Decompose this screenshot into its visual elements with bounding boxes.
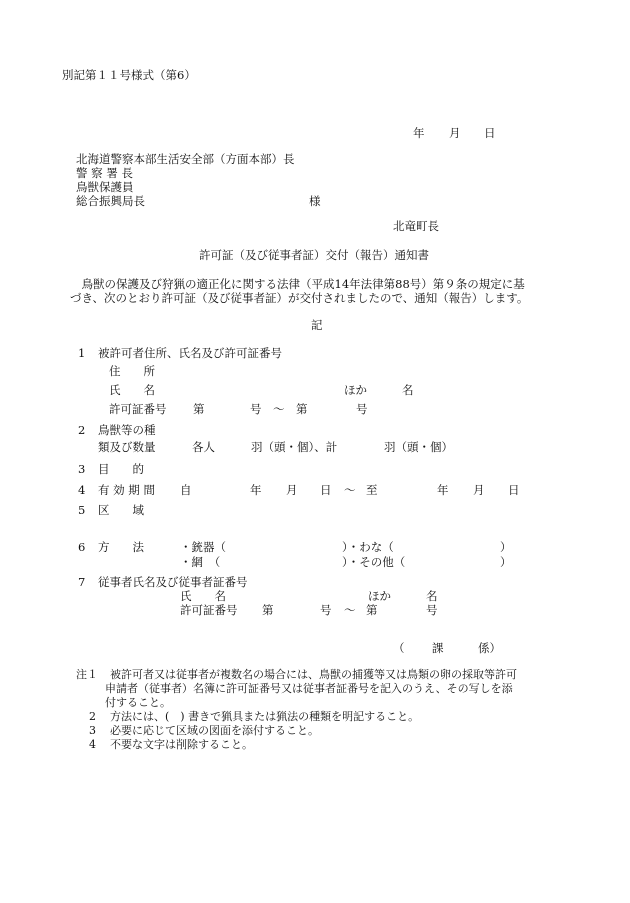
addressee-police-hq: 北海道警察本部生活安全部（方面本部）長 [76, 152, 295, 166]
item2-each: 各人 [192, 440, 215, 454]
item1-go-2: 号 [356, 402, 368, 416]
note2-number: 2 [89, 710, 96, 723]
item7-label: 従事者氏名及び従事者証番号 [98, 575, 248, 589]
note3-text: 必要に応じて区域の図面を添付すること。 [110, 724, 319, 737]
item6-label: 方 法 [98, 540, 144, 554]
item4-number: 4 [78, 483, 86, 497]
item1-go-1: 号 [250, 402, 262, 416]
item1-name-label: 氏 名 [109, 383, 155, 397]
item2-unit-total: 羽（頭・個） [384, 440, 453, 454]
notes-label: 注１ [76, 668, 98, 681]
addressee-honorific: 様 [309, 194, 321, 208]
item4-day-2: 日 [508, 483, 520, 497]
item2-unit-per-person: 羽（頭・個）、計 [251, 440, 338, 454]
item7-permit-label: 許可証番号 [180, 603, 238, 617]
note3-number: 3 [89, 724, 96, 737]
sender-name: 北竜町長 [393, 219, 439, 233]
item7-name-label: 氏 名 [180, 589, 226, 603]
item7-dai-1: 第 [262, 603, 274, 617]
addressee-wildlife-officer: 鳥獣保護員 [76, 180, 134, 194]
item4-from: 自 [180, 483, 192, 497]
note1-line-1: 被許可者又は従事者が複数名の場合には、鳥獣の捕獲等又は鳥類の卵の採取等許可 [110, 668, 517, 681]
item7-dai-2: 第 [366, 603, 378, 617]
item1-address-label: 住 所 [109, 364, 155, 378]
item6-close-2: ） [500, 555, 512, 569]
note4-text: 不要な文字は削除すること。 [110, 738, 253, 751]
addressee-police-chief: 警 察 署 長 [76, 166, 133, 180]
date-year-label: 年 [413, 126, 425, 140]
item2-sublabel: 類及び数量 [98, 440, 156, 454]
item1-dai-1: 第 [193, 402, 205, 416]
item1-label: 被許可者住所、氏名及び許可証番号 [98, 346, 282, 360]
addressee-bureau-chief: 総合振興局長 [76, 194, 145, 208]
date-month-label: 月 [449, 126, 461, 140]
item6-close-1: ） [500, 540, 512, 554]
item4-label: 有 効 期 間 [98, 483, 155, 497]
item6-net: ・網 （ [180, 555, 221, 569]
item2-label: 鳥獣等の種 [98, 423, 156, 437]
item4-month-2: 月 [473, 483, 485, 497]
item1-number: 1 [78, 346, 86, 360]
item5-number: 5 [78, 503, 86, 517]
note1-line-3: 付すること。 [105, 696, 171, 709]
item3-label: 目 的 [98, 462, 144, 476]
item7-tilde: ～ [344, 603, 356, 617]
item4-year-1: 年 [250, 483, 262, 497]
item4-tilde: ～ [344, 483, 356, 497]
note2-text: 方法には、( ) 書きで猟具または猟法の種類を明記すること。 [110, 710, 420, 723]
note1-line-2: 申請者（従事者）名簿に許可証番号又は従事者証番号を記入のうえ、その写しを添 [105, 682, 513, 695]
item1-permit-label: 許可証番号 [109, 402, 167, 416]
item6-gun: ・銃器（ [180, 540, 226, 554]
body-line-1: 鳥獣の保護及び狩猟の適正化に関する法律（平成14年法律第88号）第９条の規定に基 [70, 277, 525, 291]
section-kakari: 係） [478, 641, 501, 655]
item4-day-1: 日 [320, 483, 332, 497]
form-label: 別記第１１号様式（第6） [62, 68, 196, 82]
item4-month-1: 月 [286, 483, 298, 497]
item7-go-2: 号 [426, 603, 438, 617]
item5-label: 区 域 [98, 503, 144, 517]
item2-number: 2 [78, 423, 86, 437]
item3-number: 3 [78, 462, 86, 476]
document-title: 許可証（及び従事者証）交付（報告）通知書 [199, 248, 429, 262]
item1-hoka: ほか [344, 383, 367, 397]
body-line-2: づき、次のとおり許可証（及び従事者証）が交付されましたので、通知（報告）します。 [70, 291, 529, 305]
item4-year-2: 年 [437, 483, 449, 497]
note4-number: 4 [89, 738, 96, 751]
item4-to: 至 [366, 483, 378, 497]
section-open-paren: （ [393, 641, 405, 655]
item1-dai-2: 第 [296, 402, 308, 416]
item7-mei: 名 [426, 589, 438, 603]
section-ka: 課 [432, 641, 444, 655]
item1-tilde: ～ [273, 402, 285, 416]
item6-number: 6 [78, 540, 86, 554]
item6-trap: ）・わな（ [342, 540, 394, 554]
item7-go-1: 号 [320, 603, 332, 617]
date-day-label: 日 [484, 126, 496, 140]
item7-number: 7 [78, 575, 86, 589]
item7-hoka: ほか [368, 589, 391, 603]
ki-heading: 記 [311, 318, 323, 332]
item1-mei: 名 [402, 383, 414, 397]
item6-other: ）・その他（ [342, 555, 406, 569]
